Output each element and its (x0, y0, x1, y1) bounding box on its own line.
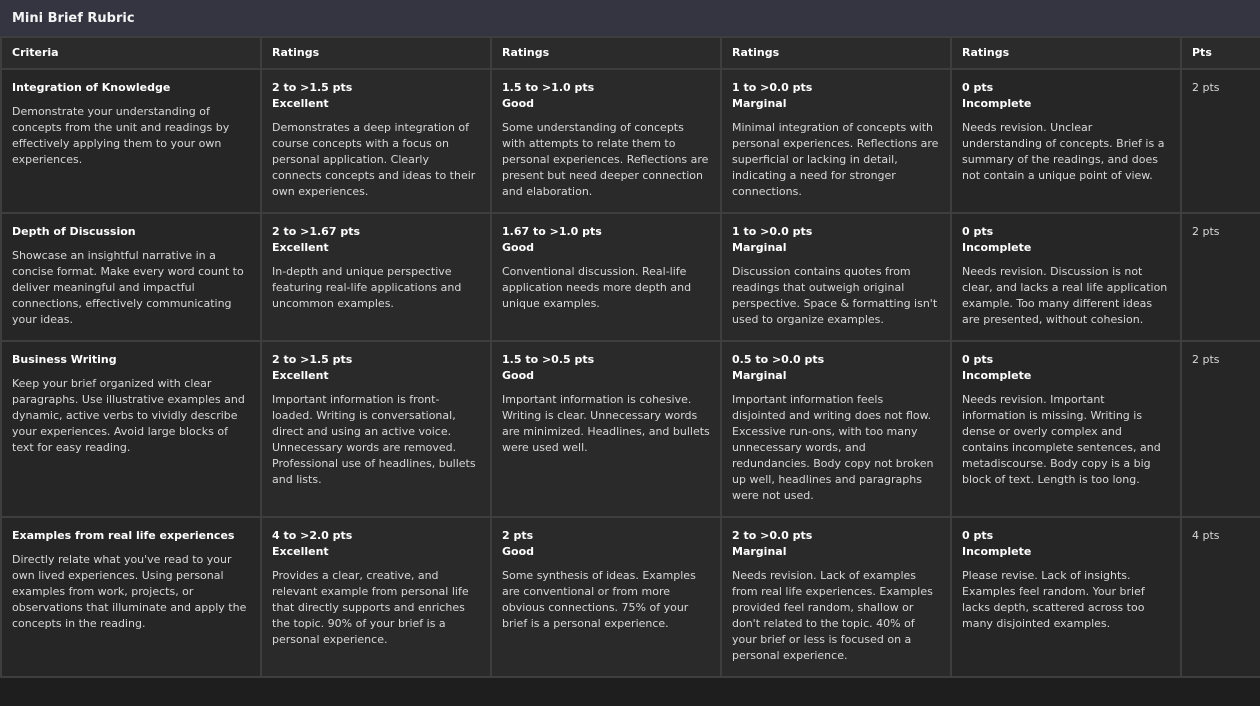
rating-label: Good (502, 369, 535, 382)
rating-cell (721, 213, 951, 341)
rating-points: 1 to >0.0 pts (732, 225, 813, 238)
rating-label: Good (502, 97, 535, 110)
rating-cell (491, 69, 721, 213)
rating-label: Marginal (732, 241, 787, 254)
criterion-description: Keep your brief organized with clear paragraphs. Use illustrative examples and dynamic, active verbs to vividly describe your experiences. Avoid large blocks of text for easy reading. (12, 377, 245, 454)
criterion-cell (1, 341, 261, 517)
criterion-row (1, 69, 1260, 213)
criterion-name: Business Writing (12, 353, 117, 366)
header-ratings: Ratings (721, 37, 951, 69)
rating-label: Marginal (732, 97, 787, 110)
rating-points: 2 to >1.5 pts (272, 81, 353, 94)
rubric-title: Mini Brief Rubric (0, 0, 1260, 37)
rating-cell (951, 341, 1181, 517)
rating-description: Important information is front-loaded. Writing is conversational, direct and using an active voice. Unnecessary words are removed. Professional use of headlines, bullets and lists. (272, 393, 476, 486)
rating-cell (721, 341, 951, 517)
criterion-cell (1, 517, 261, 677)
criterion-cell (1, 69, 261, 213)
rating-label: Incomplete (962, 545, 1032, 558)
rating-points: 4 to >2.0 pts (272, 529, 353, 542)
criterion-description: Showcase an insightful narrative in a concise format. Make every word count to deliver meaningful and impactful connections, effectively communicating your ideas. (12, 249, 244, 326)
rating-label: Good (502, 545, 535, 558)
criterion-description: Demonstrate your understanding of concepts from the unit and readings by effectively applying them to your own experiences. (12, 105, 230, 166)
header-ratings: Ratings (491, 37, 721, 69)
points-cell: 2 pts (1181, 341, 1260, 517)
rating-description: Needs revision. Important information is missing. Writing is dense or overly complex and contains incomplete sentences, and metadiscourse. Body copy is a big block of text. Length is too long. (962, 393, 1161, 486)
header-ratings: Ratings (951, 37, 1181, 69)
criterion-row (1, 341, 1260, 517)
criterion-name: Examples from real life experiences (12, 529, 235, 542)
rating-description: Minimal integration of concepts with personal experiences. Reflections are superficial or lacking in detail, indicating a need for stronger connections. (732, 121, 939, 198)
points-cell: 2 pts (1181, 213, 1260, 341)
criterion-description: Directly relate what you've read to your own lived experiences. Using personal examples from work, projects, or observations that illuminate and apply the concepts in the reading. (12, 553, 247, 630)
rating-points: 2 to >1.67 pts (272, 225, 360, 238)
rating-description: Discussion contains quotes from readings that outweigh original perspective. Space & formatting isn't used to organize examples. (732, 265, 938, 326)
rating-cell (491, 341, 721, 517)
rating-label: Marginal (732, 369, 787, 382)
criterion-row (1, 213, 1260, 341)
rating-points: 0 pts (962, 225, 994, 238)
header-pts: Pts (1181, 37, 1260, 69)
rating-description: Needs revision. Unclear understanding of concepts. Brief is a summary of the readings, and does not contain a unique point of view. (962, 121, 1165, 182)
header-ratings: Ratings (261, 37, 491, 69)
header-criteria: Criteria (1, 37, 261, 69)
criterion-row (1, 517, 1260, 677)
rating-points: 1.5 to >1.0 pts (502, 81, 595, 94)
rubric-table (0, 36, 1260, 678)
rating-cell (721, 517, 951, 677)
rating-points: 0 pts (962, 529, 994, 542)
rating-description: Important information feels disjointed and writing does not flow. Excessive run-ons, with too many unnecessary words, and redundancies. Body copy not broken up well, headlines and paragraphs were not used. (732, 393, 934, 502)
rating-points: 2 to >1.5 pts (272, 353, 353, 366)
points-cell: 2 pts (1181, 69, 1260, 213)
rating-description: Some synthesis of ideas. Examples are conventional or from more obvious connections. 75% of your brief is a personal experience. (502, 569, 696, 630)
rating-description: Please revise. Lack of insights. Examples feel random. Your brief lacks depth, scattered across too many disjointed examples. (962, 569, 1145, 630)
rating-description: Some understanding of concepts with attempts to relate them to personal experiences. Reflections are present but need deeper connection and elaboration. (502, 121, 709, 198)
rating-points: 1 to >0.0 pts (732, 81, 813, 94)
rating-points: 2 to >0.0 pts (732, 529, 813, 542)
rating-description: Demonstrates a deep integration of course concepts with a focus on personal application. Clearly connects concepts and ideas to their own experiences. (272, 121, 476, 198)
rating-cell (951, 69, 1181, 213)
rating-label: Incomplete (962, 97, 1032, 110)
rating-label: Excellent (272, 545, 329, 558)
rating-points: 0 pts (962, 81, 994, 94)
rating-description: In-depth and unique perspective featuring real-life applications and uncommon examples. (272, 265, 462, 310)
rating-cell (721, 69, 951, 213)
criterion-name: Integration of Knowledge (12, 81, 171, 94)
rating-label: Excellent (272, 241, 329, 254)
rating-description: Provides a clear, creative, and relevant example from personal life that directly supports and enriches the topic. 90% of your brief is a personal experience. (272, 569, 469, 646)
rating-points: 1.5 to >0.5 pts (502, 353, 595, 366)
rating-description: Conventional discussion. Real-life application needs more depth and unique examples. (502, 265, 692, 310)
rating-points: 1.67 to >1.0 pts (502, 225, 602, 238)
rating-description: Important information is cohesive. Writing is clear. Unnecessary words are minimized. Headlines, and bullets were used well. (502, 393, 710, 454)
rating-cell (491, 213, 721, 341)
rating-description: Needs revision. Discussion is not clear, and lacks a real life application example. Too many different ideas are presented, without cohesion. (962, 265, 1168, 326)
rating-points: 0.5 to >0.0 pts (732, 353, 825, 366)
rating-cell (951, 517, 1181, 677)
rating-cell (491, 517, 721, 677)
rating-label: Excellent (272, 97, 329, 110)
points-cell: 4 pts (1181, 517, 1260, 677)
rating-label: Incomplete (962, 369, 1032, 382)
rating-cell (261, 69, 491, 213)
rating-description: Needs revision. Lack of examples from real life experiences. Examples provided feel random, shallow or don't related to the topic. 40% of your brief or less is focused on a personal experience. (732, 569, 933, 662)
criterion-name: Depth of Discussion (12, 225, 136, 238)
rating-label: Marginal (732, 545, 787, 558)
criterion-cell (1, 213, 261, 341)
rating-label: Good (502, 241, 535, 254)
rating-cell (261, 213, 491, 341)
rating-cell (261, 341, 491, 517)
rating-points: 0 pts (962, 353, 994, 366)
rating-label: Incomplete (962, 241, 1032, 254)
rating-cell (951, 213, 1181, 341)
rating-points: 2 pts (502, 529, 534, 542)
header-row (1, 37, 1260, 69)
rating-cell (261, 517, 491, 677)
rating-label: Excellent (272, 369, 329, 382)
